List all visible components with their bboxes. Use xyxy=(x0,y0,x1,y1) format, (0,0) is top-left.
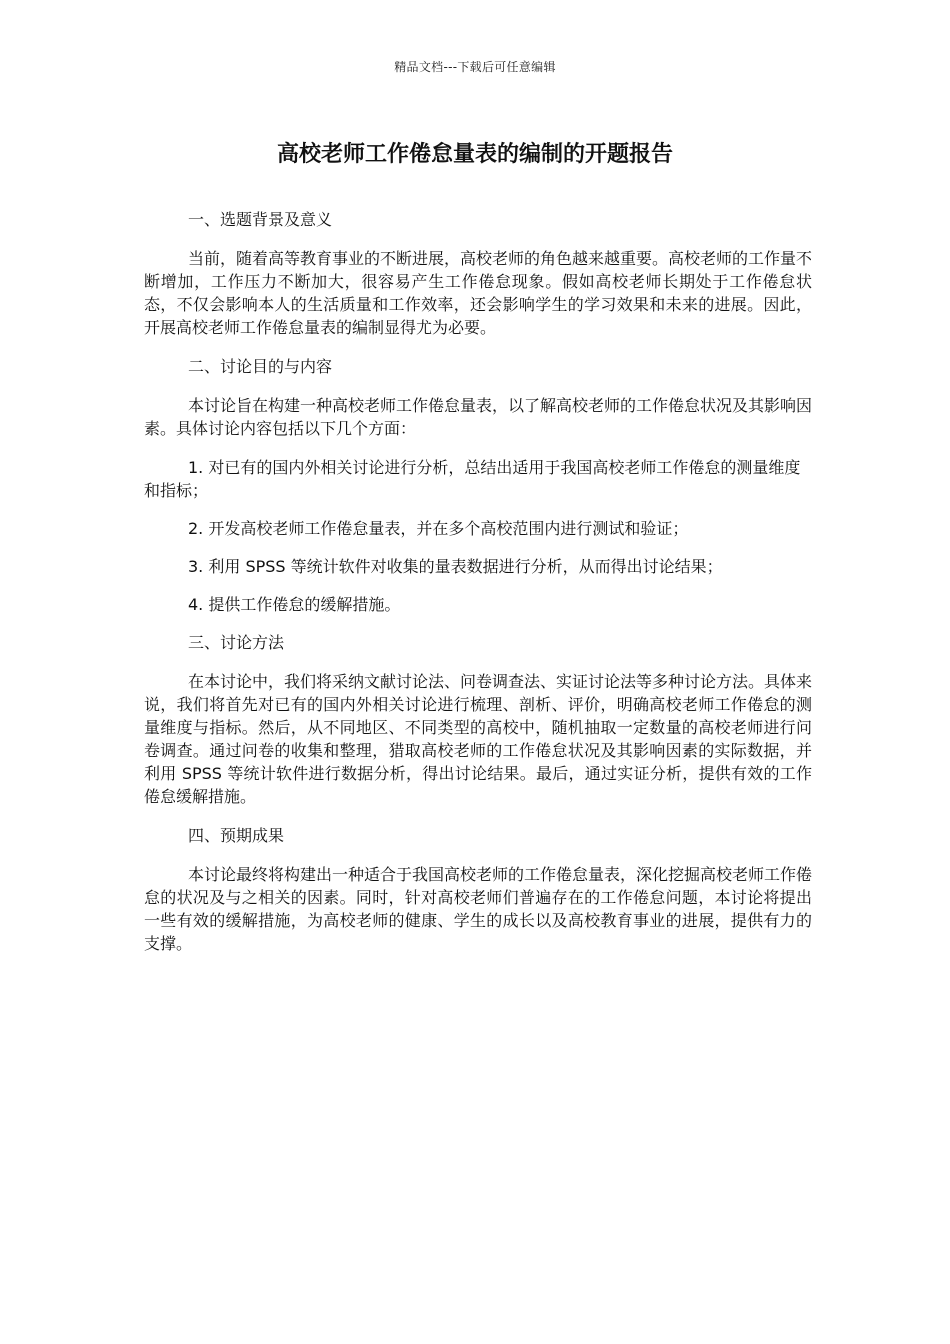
list-item: 4. 提供工作倦怠的缓解措施。 xyxy=(188,595,401,614)
section-heading-method: 三、讨论方法 xyxy=(188,633,285,652)
section-heading-purpose: 二、讨论目的与内容 xyxy=(188,357,333,376)
paragraph-background: 当前，随着高等教育事业的不断进展，高校老师的角色越来越重要。高校老师的工作量不断增加，工作压力不断加大，很容易产生工作倦怠现象。假如高校老师长期处于工作倦怠状态，不仅会影响本人的生活质量和工作效率，还会影响学生的学习效果和未来的进展。因此，开展高校老师工作倦怠量表的编制显得尤为必要。 xyxy=(144,249,813,337)
list-item: 2. 开发高校老师工作倦怠量表，并在多个高校范围内进行测试和验证； xyxy=(188,519,689,538)
list-item: 1. 对已有的国内外相关讨论进行分析，总结出适用于我国高校老师工作倦怠的测量维度和指标； xyxy=(144,458,801,500)
section-heading-background: 一、选题背景及意义 xyxy=(188,210,333,229)
header-note: 精品文档---下载后可任意编辑 xyxy=(394,60,556,74)
list-item: 3. 利用 SPSS 等统计软件对收集的量表数据进行分析，从而得出讨论结果； xyxy=(188,557,723,576)
document-body xyxy=(144,208,812,971)
paragraph-purpose: 本讨论旨在构建一种高校老师工作倦怠量表，以了解高校老师的工作倦怠状况及其影响因素。具体讨论内容包括以下几个方面： xyxy=(144,396,813,438)
paragraph-outcomes: 本讨论最终将构建出一种适合于我国高校老师的工作倦怠量表，深化挖掘高校老师工作倦怠的状况及与之相关的因素。同时，针对高校老师们普遍存在的工作倦怠问题，本讨论将提出一些有效的缓解措施，为高校老师的健康、学生的成长以及高校教育事业的进展，提供有力的支撑。 xyxy=(144,865,813,953)
section-heading-outcomes: 四、预期成果 xyxy=(188,826,285,845)
document-title: 高校老师工作倦怠量表的编制的开题报告 xyxy=(276,142,673,167)
paragraph-method: 在本讨论中，我们将采纳文献讨论法、问卷调查法、实证讨论法等多种讨论方法。具体来说，我们将首先对已有的国内外相关讨论进行梳理、剖析、评价，明确高校老师工作倦怠的测量维度与指标。然后，从不同地区、不同类型的高校中，随机抽取一定数量的高校老师进行问卷调查。通过问卷的收集和整理，猎取高校老师的工作倦怠状况及其影响因素的实际数据，并利用 SPSS 等统计软件进行数据分析，得出讨论结果。最后，通过实证分析，提供有效的工作倦怠缓解措施。 xyxy=(144,672,813,806)
